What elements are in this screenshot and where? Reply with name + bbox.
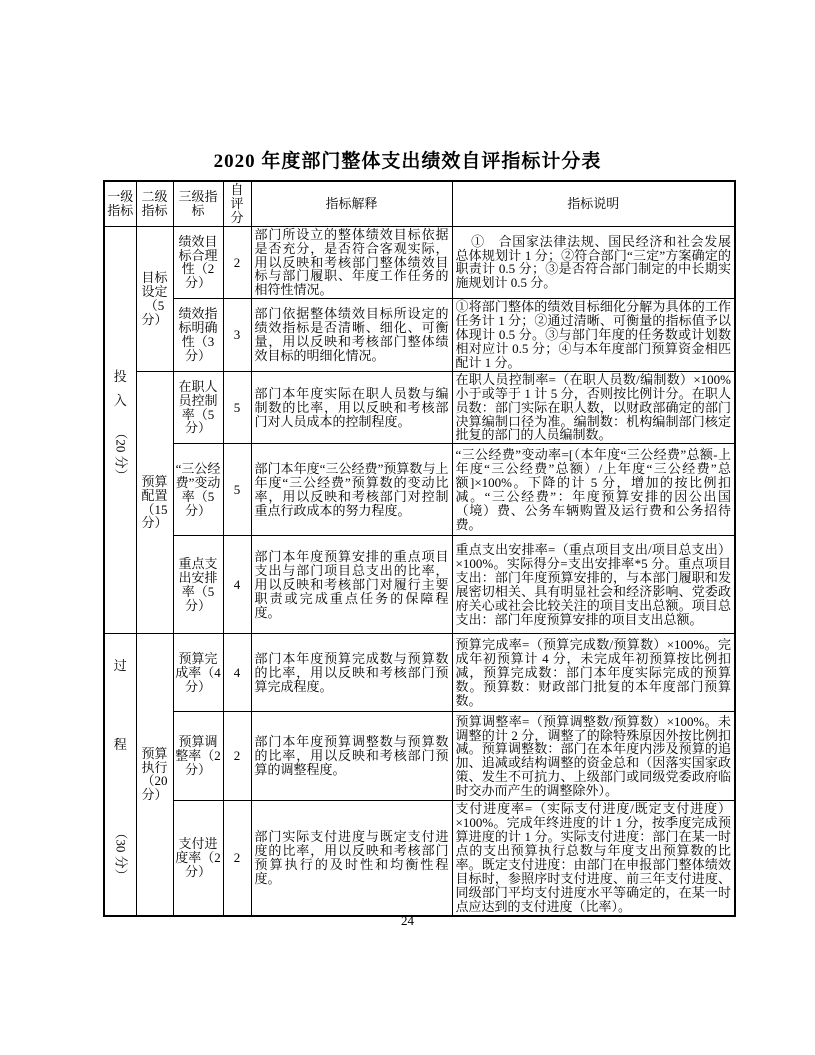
level1-paren-wrap — [112, 818, 128, 890]
table-row — [104, 226, 735, 299]
score-cell: 4 — [223, 634, 251, 712]
level1-cell-process — [104, 634, 136, 916]
table-row — [104, 444, 735, 536]
level1-char: 程 — [113, 737, 127, 753]
indicator-cell: 重点支出安排率（5 分） — [173, 536, 223, 634]
score-table-wrapper — [103, 180, 737, 917]
indicator-cell: 在职人员控制率（5 分） — [173, 371, 223, 444]
indicator-cell: 支付进度率（2 分） — [173, 801, 223, 916]
header-score: 自评分 — [223, 181, 251, 226]
score-cell: 2 — [223, 801, 251, 916]
table-row — [104, 801, 735, 916]
level1-paren-wrap — [112, 418, 128, 490]
score-cell: 4 — [223, 536, 251, 634]
header-explanation: 指标解释 — [251, 181, 452, 226]
description-cell: 重点支出安排率=（重点项目支出/项目总支出）×100%。实际得分=支出安排率*5 分。重点项目支出：部门年度预算安排的，与本部门履职和发展密切相关、具有明显社会和经济影响、党委政府关心或社会比较关注的项目支出总额。项目总支出：部门年度预算安排的项目支出总额。 — [452, 536, 735, 634]
score-cell: 5 — [223, 371, 251, 444]
explanation-cell: 部门本年度实际在职人员数与编制数的比率，用以反映和考核部门对人员成本的控制程度。 — [251, 371, 452, 444]
score-cell: 2 — [223, 226, 251, 299]
description-cell: 支付进度率=（实际支付进度/既定支付进度）×100%。完成年终进度的计 1 分，按季度完成预算进度的计 1 分。实际支付进度：部门在某一时点的支出预算执行总数与年度支出预算数的比率。既定支付进度：由部门在申报部门整体绩效目标时，参照序时支付进度、前三年支付进度、同级部门平均支付进度水平等确定的，在某一时点应达到的支付进度（比率）。 — [452, 801, 735, 916]
description-cell: “三公经费”变动率=[（本年度“三公经费”总额-上年度“三公经费”总额）/上年度“三公经费”总额]×100%。下降的计 5 分，增加的按比例扣减。“三公经费”：年度预算安排的因公出国（境）费、公务车辆购置及运行费和公务招待费。 — [452, 444, 735, 536]
level1-char: 入 — [113, 393, 127, 409]
level1-char: 投 — [113, 369, 127, 385]
level1-vertical-label — [106, 659, 135, 891]
score-cell: 2 — [223, 712, 251, 801]
header-level2: 二级指标 — [136, 181, 173, 226]
table-row — [104, 371, 735, 444]
explanation-cell: 部门实际支付进度与既定支付进度的比率，用以反映和考核部门预算执行的及时性和均衡性程度。 — [251, 801, 452, 916]
level2-cell-budget-allocation: 预算配置（15 分） — [136, 371, 173, 634]
table-row — [104, 634, 735, 712]
explanation-cell: 部门所设立的整体绩效目标依据是否充分，是否符合客观实际，用以反映和考核部门整体绩效目标与部门履职、年度工作任务的相符性情况。 — [251, 226, 452, 299]
header-level3: 三级指标 — [173, 181, 223, 226]
page-number: 24 — [401, 913, 414, 928]
indicator-cell: 预算完成率（4 分） — [173, 634, 223, 712]
explanation-cell: 部门依据整体绩效目标所设定的绩效指标是否清晰、细化、可衡量，用以反映和考核部门整体绩效目标的明细化情况。 — [251, 299, 452, 372]
indicator-cell: 绩效指标明确性（3 分） — [173, 299, 223, 372]
table-header-row — [104, 181, 735, 226]
description-cell: 预算完成率=（预算完成数/预算数）×100%。完成年初预算计 4 分，未完成年初预算按比例扣减，预算完成数：部门本年度实际完成的预算数。预算数：财政部门批复的本年度部门预算数。 — [452, 634, 735, 712]
indicator-cell: “三公经费”变动率（5 分） — [173, 444, 223, 536]
level1-paren: （30 分） — [113, 826, 129, 882]
table-row — [104, 536, 735, 634]
page-title: 2020 年度部门整体支出绩效自评指标计分表 — [213, 151, 602, 172]
explanation-cell: 部门本年度预算完成数与预算数的比率，用以反映和考核部门预算完成程度。 — [251, 634, 452, 712]
header-level1: 一级指标 — [104, 181, 136, 226]
description-cell: 在职人员控制率=（在职人员数/编制数）×100%小于或等于 1 计 5 分，否则按比例计分。在职人员数：部门实际在职人数，以财政部确定的部门决算编制口径为准。编制数：机构编制部门核定批复的部门的人员编制数。 — [452, 371, 735, 444]
header-description: 指标说明 — [452, 181, 735, 226]
indicator-cell: 预算调整率（2 分） — [173, 712, 223, 801]
score-table — [103, 180, 736, 917]
level1-cell-input — [104, 226, 136, 634]
score-cell: 3 — [223, 299, 251, 372]
description-cell: ①将部门整体的绩效目标细化分解为具体的工作任务计 1 分；②通过清晰、可衡量的指标值予以体现计 0.5 分。③与部门年度的任务数或计划数相对应计 0.5 分；④与本年度部门预算资金相匹配计 1 分。 — [452, 299, 735, 372]
description-cell: ① 合国家法律法规、国民经济和社会发展总体规划计 1 分；②符合部门“三定”方案确定的职责计 0.5 分；③是否符合部门制定的中长期实施规划计 0.5 分。 — [452, 226, 735, 299]
table-row — [104, 712, 735, 801]
level2-cell-budget-execution: 预算执行（20 分） — [136, 634, 173, 916]
level1-paren: （20 分） — [113, 426, 129, 482]
indicator-cell: 绩效目标合理性（2 分） — [173, 226, 223, 299]
description-cell: 预算调整率=（预算调整数/预算数）×100%。未调整的计 2 分，调整了的除特殊原因外按比例扣减。预算调整数：部门在本年度内涉及预算的追加、追减或结构调整的资金总和（因落实国家政策、发生不可抗力、上级部门或同级党委政府临时交办而产生的调整除外）。 — [452, 712, 735, 801]
table-row — [104, 299, 735, 372]
explanation-cell: 部门本年度预算调整数与预算数的比率，用以反映和考核部门预算的调整程度。 — [251, 712, 452, 801]
score-cell: 5 — [223, 444, 251, 536]
explanation-cell: 部门本年度预算安排的重点项目支出与部门项目总支出的比率，用以反映和考核部门对履行主要职责或完成重点任务的保障程度。 — [251, 536, 452, 634]
level2-cell-goal-setting: 目标设定（5 分） — [136, 226, 173, 371]
level1-vertical-label — [106, 370, 135, 490]
level1-char: 过 — [113, 657, 127, 673]
explanation-cell: 部门本年度“三公经费”预算数与上年度“三公经费”预算数的变动比率，用以反映和考核部门对控制重点行政成本的努力程度。 — [251, 444, 452, 536]
